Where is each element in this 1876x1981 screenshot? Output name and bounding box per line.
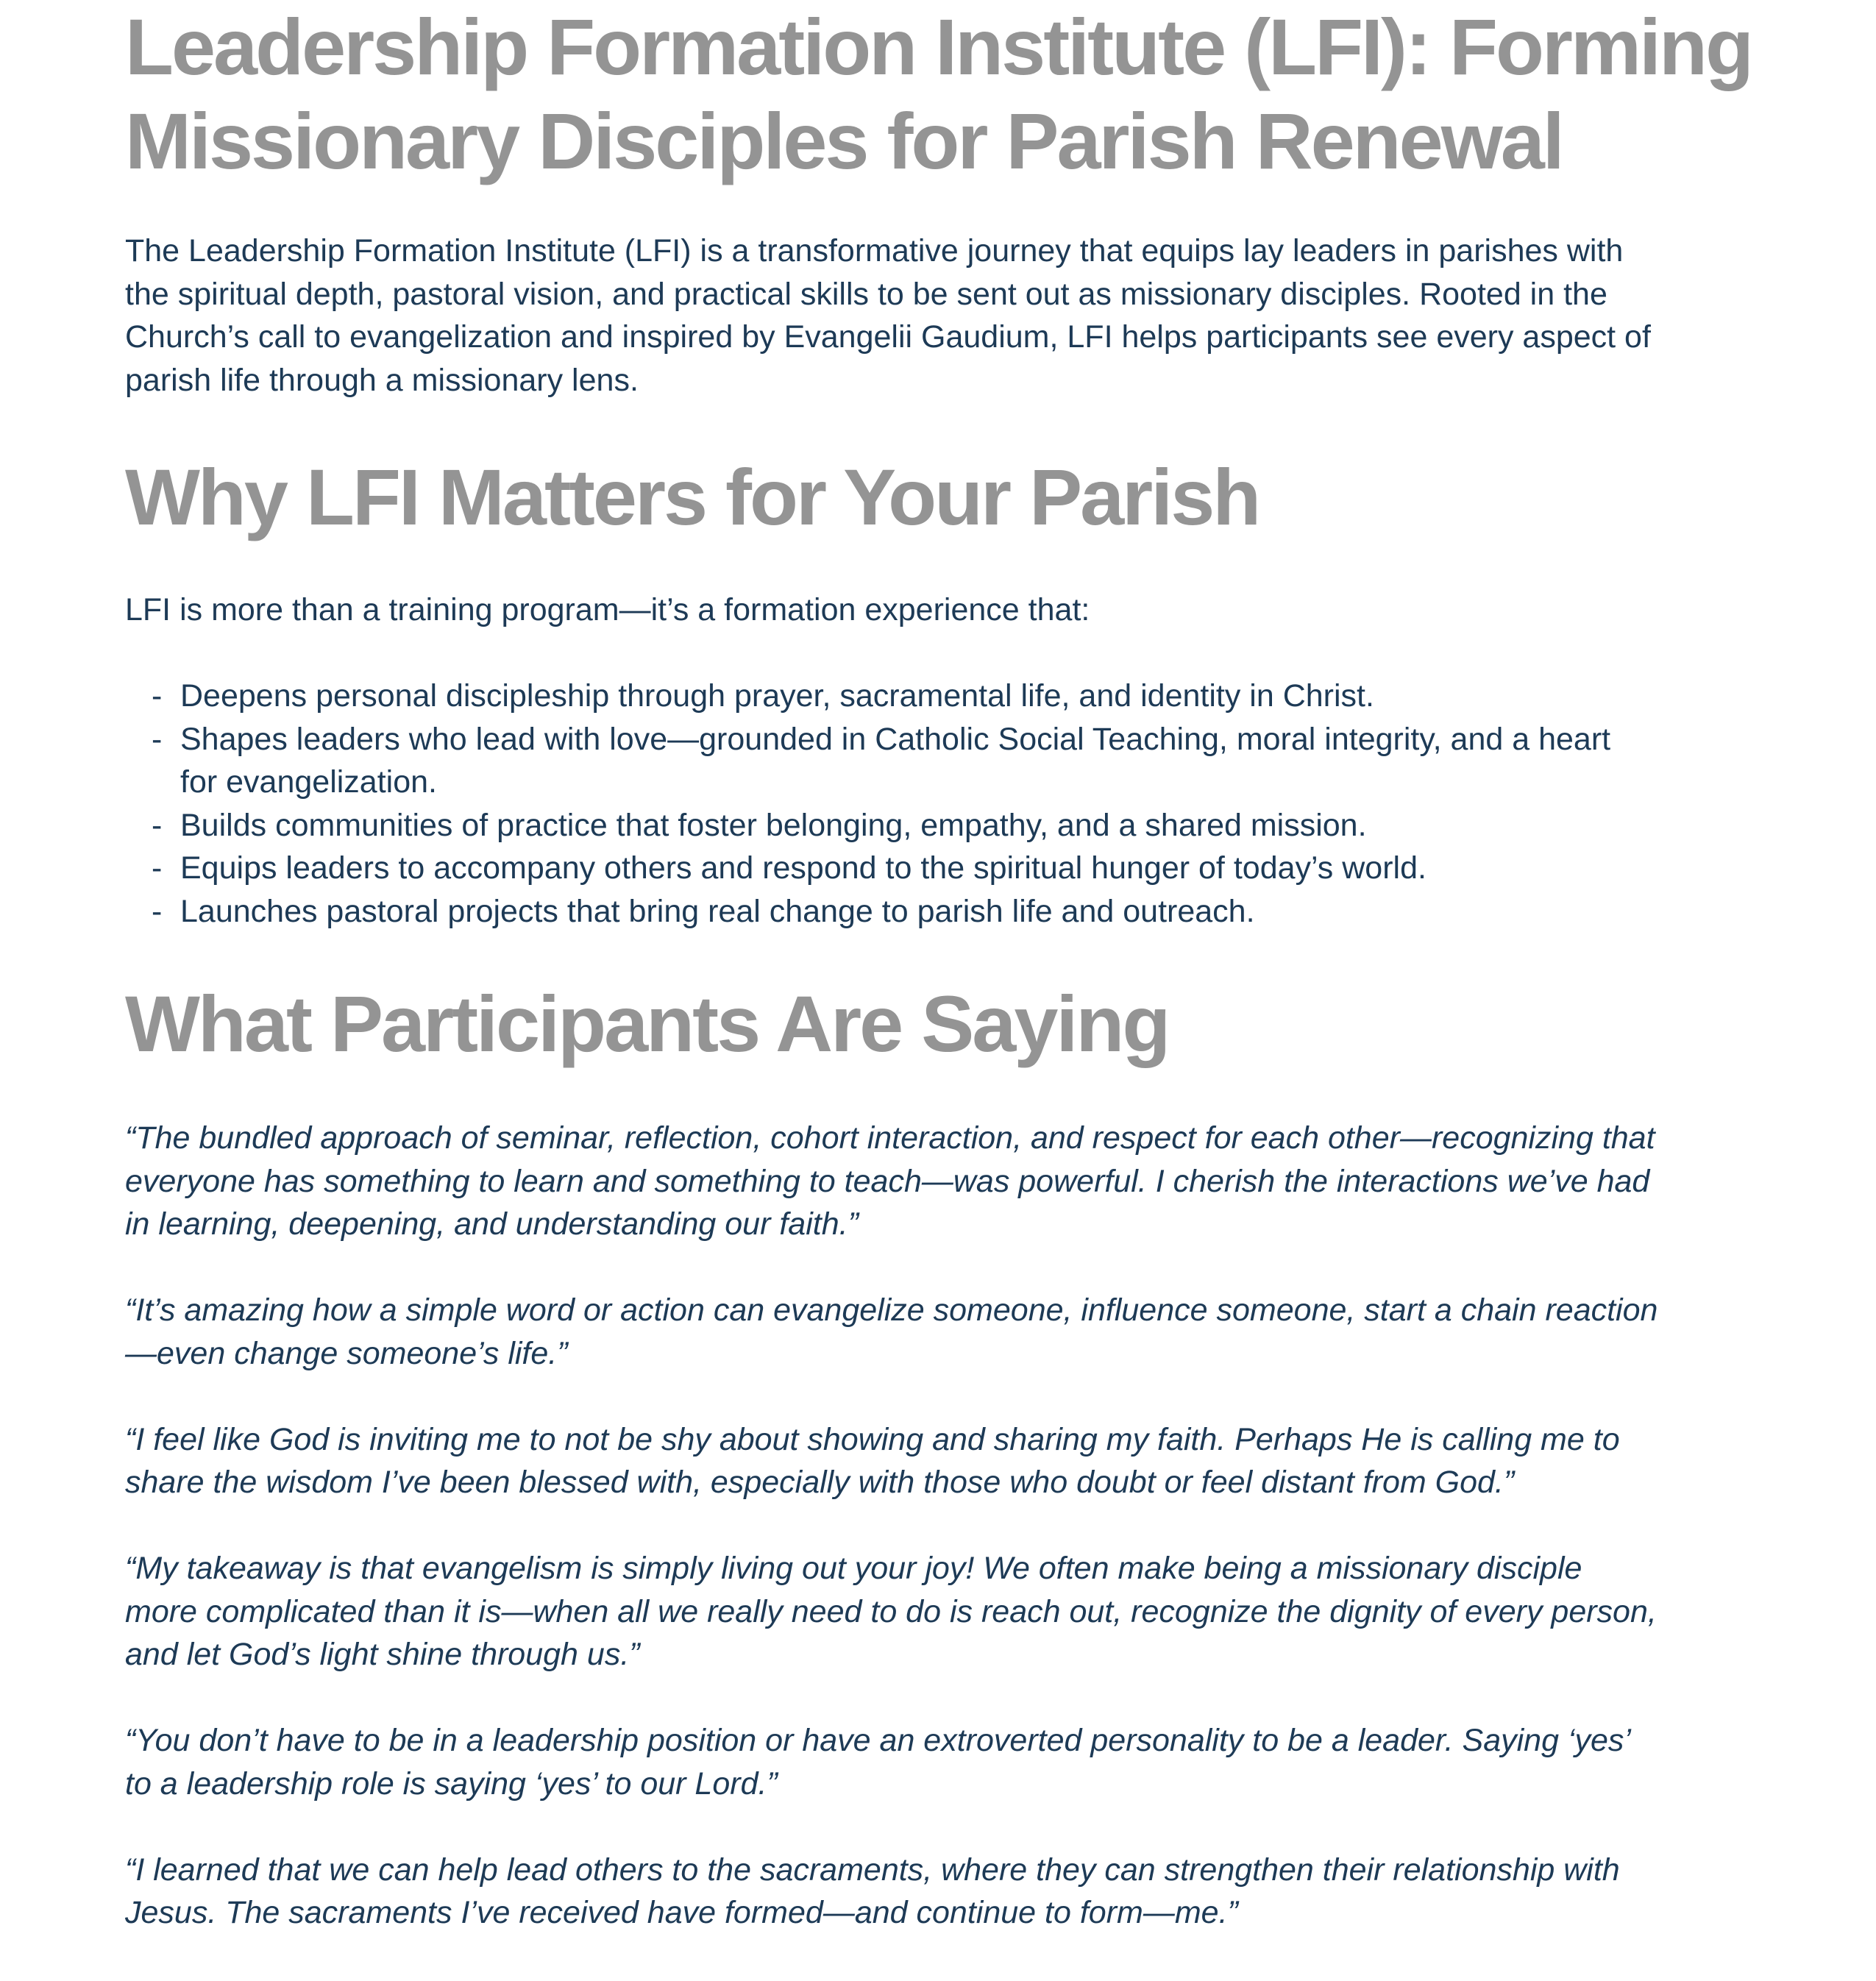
intro-paragraph: The Leadership Formation Institute (LFI) is a transformative journey that equips lay leaders in parishes with the spiritual depth, pastoral vision, and practical skills to be sent out as missionary disciples. Rooted in the Church’s call to evangelization and inspired by Evangelii Gaudium, LFI helps participants see every aspect of parish life through a missionary lens. [125,233,1651,398]
bullet-item [125,847,1655,890]
why-heading: Why LFI Matters for Your Parish [125,452,1259,541]
bullet-dash: - [152,893,163,929]
testimonial-quote: “I feel like God is inviting me to not be shy about showing and sharing my faith. Perhaps He is calling me to share the wisdom I’ve been blessed with, especially with those who doubt or feel distant from God.” [125,1421,1620,1500]
bullet-dash: - [152,721,163,757]
bullet-dash: - [152,850,163,886]
testimonial-quote: “It’s amazing how a simple word or action can evangelize someone, influence someone, start a chain reaction—even change someone’s life.” [125,1292,1658,1371]
bullet-text: Deepens personal discipleship through prayer, sacramental life, and identity in Christ. [180,678,1374,714]
testimonials-list [125,1117,1663,1977]
why-lead-paragraph: LFI is more than a training program—it’s a formation experience that: [125,592,1090,627]
testimonial-quote: “I learned that we can help lead others to the sacraments, where they can strengthen their relationship with Jesus. The sacraments I’ve received have formed—and continue to form—me.” [125,1852,1620,1930]
testimonial-quote: “The bundled approach of seminar, reflection, cohort interaction, and respect for each other—recognizing that everyone has something to learn and something to teach—was powerful. I cherish the interactions we’ve had in learning, deepening, and understanding our faith.” [125,1120,1655,1242]
why-bullet-list [125,675,1655,933]
bullet-item [125,804,1655,847]
bullet-dash: - [152,678,163,714]
bullet-item [125,675,1655,718]
testimonial-quote: “You don’t have to be in a leadership position or have an extroverted personality to be a leader. Saying ‘yes’ to a leadership role is saying ‘yes’ to our Lord.” [125,1723,1630,1802]
bullet-item [125,890,1655,933]
testimonials-heading: What Participants Are Saying [125,979,1169,1068]
bullet-text: Launches pastoral projects that bring real change to parish life and outreach. [180,893,1255,929]
testimonial-quote: “My takeaway is that evangelism is simply living out your joy! We often make being a missionary disciple more complicated than it is—when all we really need to do is reach out, recognize the dignity of every person, and let God’s light shine through us.” [125,1551,1657,1672]
page-title: Leadership Formation Institute (LFI): Forming Missionary Disciples for Parish Renewal [125,2,1752,185]
bullet-text: Builds communities of practice that foster belonging, empathy, and a shared mission. [180,807,1367,843]
bullet-dash: - [152,807,163,843]
bullet-text: Shapes leaders who lead with love—grounded in Catholic Social Teaching, moral integrity, and a heart for evangelization. [180,721,1611,800]
bullet-item [125,718,1655,804]
bullet-text: Equips leaders to accompany others and respond to the spiritual hunger of today’s world. [180,850,1426,886]
